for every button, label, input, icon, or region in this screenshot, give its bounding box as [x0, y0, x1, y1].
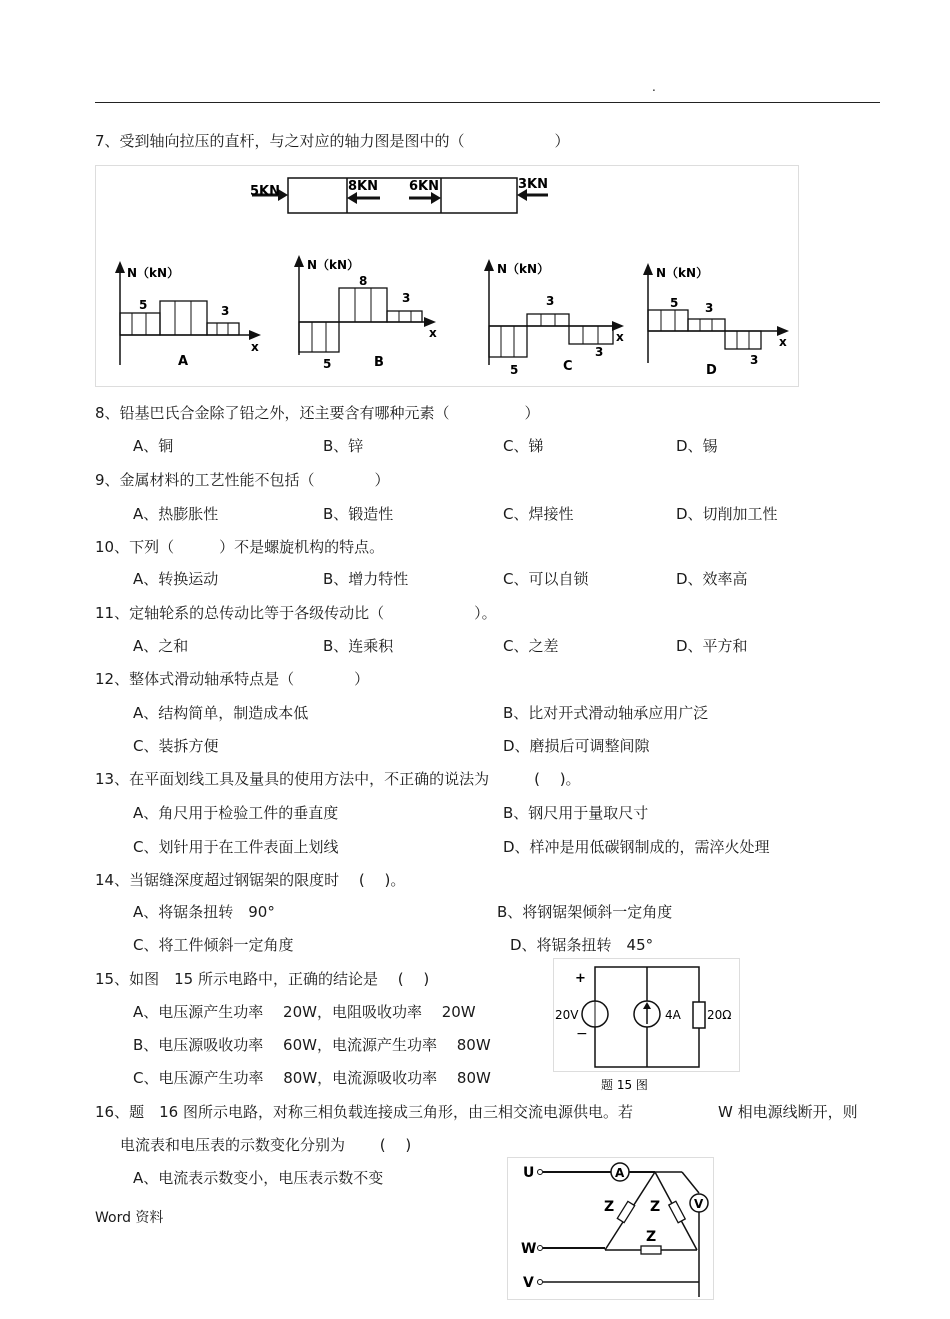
- question-10: 10、下列（ ）不是螺旋机构的特点。: [95, 538, 385, 556]
- figure-7: [95, 165, 800, 387]
- svg-text:3: 3: [750, 353, 759, 367]
- svg-text:3: 3: [595, 345, 604, 359]
- option-14a[interactable]: A、将锯条扭转 90°: [133, 903, 275, 921]
- footer-text: Word 资料: [95, 1210, 164, 1226]
- header-mark: .: [652, 80, 656, 94]
- option-12d[interactable]: D、磨损后可调整间隙: [503, 737, 650, 755]
- load-8kn: 8KN: [348, 179, 378, 194]
- option-11a[interactable]: A、之和: [133, 637, 189, 655]
- svg-text:3: 3: [402, 291, 411, 305]
- option-13c[interactable]: C、划针用于在工件表面上划线: [133, 838, 339, 856]
- svg-text:U: U: [523, 1165, 535, 1181]
- question-16-line-2: 电流表和电压表的示数变化分别为 ( ): [120, 1136, 412, 1154]
- header-rule: [95, 102, 880, 103]
- option-16a[interactable]: A、电流表示数变小，电压表示数不变: [133, 1169, 384, 1187]
- option-12b[interactable]: B、比对开式滑动轴承应用广泛: [503, 704, 709, 722]
- question-11: 11、定轴轮系的总传动比等于各级传动比（ ）。: [95, 604, 497, 622]
- diagram-d: [643, 263, 789, 378]
- option-14b[interactable]: B、将钢锯架倾斜一定角度: [497, 903, 673, 921]
- svg-text:A: A: [178, 354, 189, 369]
- option-8a[interactable]: A、铜: [133, 437, 174, 455]
- option-8b[interactable]: B、锌: [323, 437, 364, 455]
- question-12: 12、整体式滑动轴承特点是（ ）: [95, 670, 370, 688]
- option-8c[interactable]: C、锑: [503, 437, 544, 455]
- question-16-line-1: 16、题 16 图所示电路，对称三相负载连接成三角形，由三相交流电源供电。若: [95, 1103, 633, 1121]
- figure-15: [553, 958, 741, 1094]
- option-13d[interactable]: D、样冲是用低碳钢制成的，需淬火处理: [503, 838, 770, 856]
- svg-text:x: x: [779, 335, 787, 349]
- option-10c[interactable]: C、可以自锁: [503, 570, 589, 588]
- option-10a[interactable]: A、转换运动: [133, 570, 219, 588]
- option-9b[interactable]: B、锻造性: [323, 505, 394, 523]
- svg-text:+: +: [575, 971, 586, 986]
- resistor-icon: [693, 1002, 705, 1028]
- svg-text:8: 8: [359, 274, 368, 288]
- svg-text:N（kN）: N（kN）: [497, 262, 550, 276]
- svg-text:x: x: [616, 330, 624, 344]
- svg-text:x: x: [429, 326, 437, 340]
- question-13: 13、在平面划线工具及量具的使用方法中，不正确的说法为 ( )。: [95, 770, 581, 788]
- option-15a[interactable]: A、电压源产生功率 20W，电阻吸收功率 20W: [133, 1003, 476, 1021]
- option-11c[interactable]: C、之差: [503, 637, 559, 655]
- svg-text:B: B: [374, 355, 384, 370]
- option-15c[interactable]: C、电压源产生功率 80W，电流源吸收功率 80W: [133, 1069, 491, 1087]
- load-5kn: 5KN: [250, 184, 280, 199]
- svg-text:5: 5: [670, 296, 679, 310]
- svg-text:20V: 20V: [555, 1008, 579, 1022]
- load-6kn: 6KN: [409, 179, 439, 194]
- option-13a[interactable]: A、角尺用于检验工件的垂直度: [133, 804, 339, 822]
- option-9a[interactable]: A、热膨胀性: [133, 505, 219, 523]
- svg-text:5: 5: [323, 357, 332, 371]
- svg-text:N（kN）: N（kN）: [656, 266, 709, 280]
- option-12a[interactable]: A、结构简单，制造成本低: [133, 704, 309, 722]
- question-14: 14、当锯缝深度超过钢锯架的限度时 ( )。: [95, 871, 406, 889]
- option-15b[interactable]: B、电压源吸收功率 60W，电流源产生功率 80W: [133, 1036, 491, 1054]
- option-9c[interactable]: C、焊接性: [503, 505, 574, 523]
- svg-text:A: A: [615, 1166, 625, 1180]
- option-9d[interactable]: D、切削加工性: [676, 505, 778, 523]
- svg-text:20Ω: 20Ω: [707, 1008, 732, 1022]
- option-8d[interactable]: D、锡: [676, 437, 718, 455]
- svg-text:4A: 4A: [665, 1008, 681, 1022]
- question-16-line-1b: W 相电源线断开，则: [718, 1103, 858, 1121]
- option-11d[interactable]: D、平方和: [676, 637, 748, 655]
- svg-text:3: 3: [546, 294, 555, 308]
- option-14d[interactable]: D、将锯条扭转 45°: [510, 936, 654, 954]
- svg-text:N（kN）: N（kN）: [127, 266, 180, 280]
- load-3kn: 3KN: [518, 177, 548, 192]
- svg-text:V: V: [694, 1197, 704, 1211]
- figure-16: [507, 1157, 715, 1301]
- option-10b[interactable]: B、增力特性: [323, 570, 409, 588]
- svg-text:5: 5: [510, 363, 519, 377]
- svg-text:3: 3: [705, 301, 714, 315]
- option-13b[interactable]: B、钢尺用于量取尺寸: [503, 804, 649, 822]
- svg-text:x: x: [251, 340, 259, 354]
- diagram-c: [484, 259, 624, 377]
- option-12c[interactable]: C、装拆方便: [133, 737, 219, 755]
- option-11b[interactable]: B、连乘积: [323, 637, 394, 655]
- svg-text:5: 5: [139, 298, 148, 312]
- option-10d[interactable]: D、效率高: [676, 570, 748, 588]
- svg-text:Z: Z: [646, 1229, 657, 1245]
- figure-15-caption: 题 15 图: [601, 1078, 648, 1092]
- question-7: 7、受到轴向拉压的直杆，与之对应的轴力图是图中的（ ）: [95, 132, 570, 150]
- svg-text:D: D: [706, 363, 717, 378]
- svg-text:3: 3: [221, 304, 230, 318]
- svg-text:N（kN）: N（kN）: [307, 258, 360, 272]
- question-15: 15、如图 15 所示电路中，正确的结论是 ( ): [95, 970, 430, 988]
- svg-text:V: V: [523, 1275, 534, 1291]
- option-14c[interactable]: C、将工件倾斜一定角度: [133, 936, 294, 954]
- diagram-a: [115, 261, 261, 369]
- svg-text:C: C: [563, 359, 573, 374]
- svg-text:Z: Z: [650, 1199, 661, 1215]
- svg-text:W: W: [521, 1241, 537, 1257]
- diagram-b: [294, 255, 437, 371]
- question-9: 9、金属材料的工艺性能不包括（ ）: [95, 471, 390, 489]
- question-8: 8、铅基巴氏合金除了铅之外，还主要含有哪种元素（ ）: [95, 404, 540, 422]
- svg-text:−: −: [576, 1026, 588, 1042]
- svg-text:Z: Z: [604, 1199, 615, 1215]
